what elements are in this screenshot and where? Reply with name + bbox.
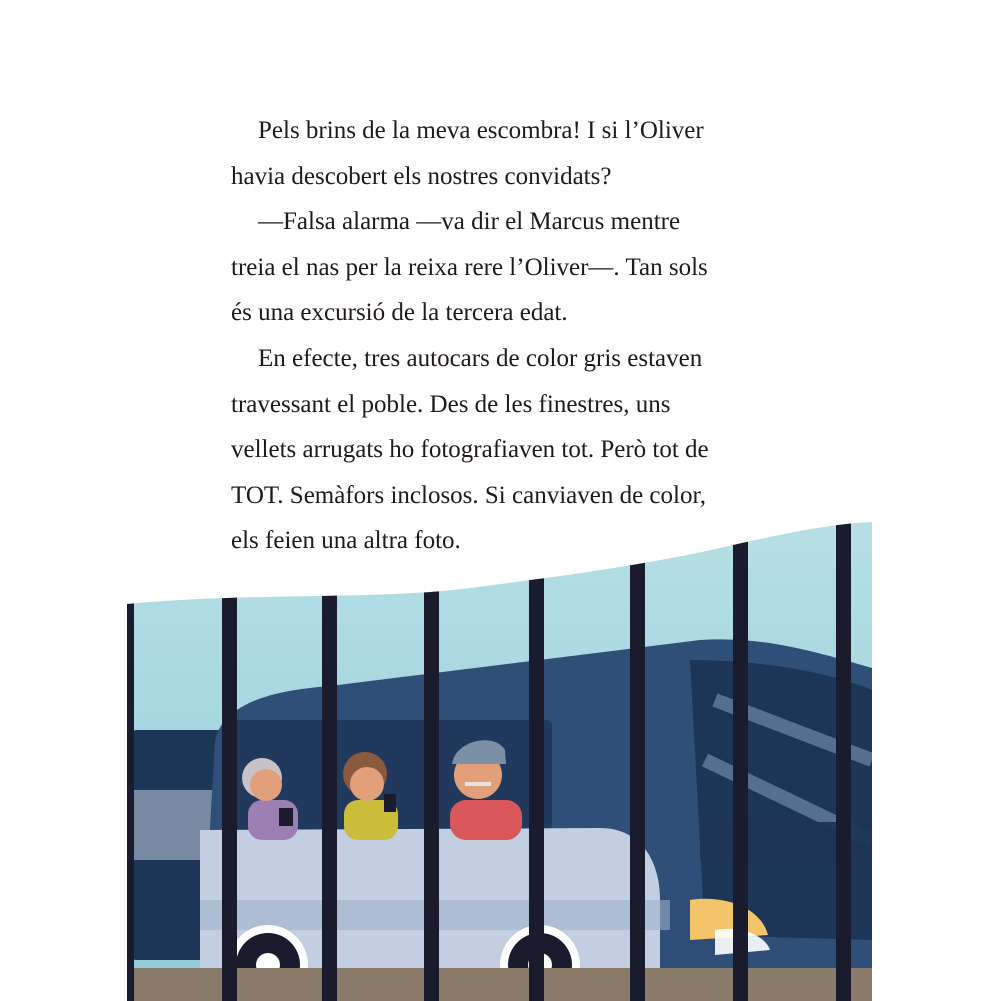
text-line: treia el nas per la reixa rere l’Oliver—. Tan sols: [231, 253, 708, 281]
phone-icon: [384, 794, 396, 812]
text-line: els feien una altra foto.: [231, 527, 461, 555]
text-line: En efecte, tres autocars de color gris estaven: [258, 344, 703, 372]
text-line: travessant el poble. Des de les finestres, uns: [231, 390, 671, 418]
text-line: —Falsa alarma —va dir el Marcus mentre: [258, 208, 681, 236]
text-line: és una excursió de la tercera edat.: [231, 299, 568, 327]
text-line: TOT. Semàfors inclosos. Si canviaven de color,: [231, 481, 707, 509]
text-line: vellets arrugats ho fotografiaven tot. Però tot de: [231, 436, 709, 464]
text-line: havia descobert els nostres convidats?: [231, 162, 612, 190]
phone-icon: [279, 808, 293, 826]
text-line: Pels brins de la meva escombra! I si l’Oliver: [258, 117, 704, 144]
